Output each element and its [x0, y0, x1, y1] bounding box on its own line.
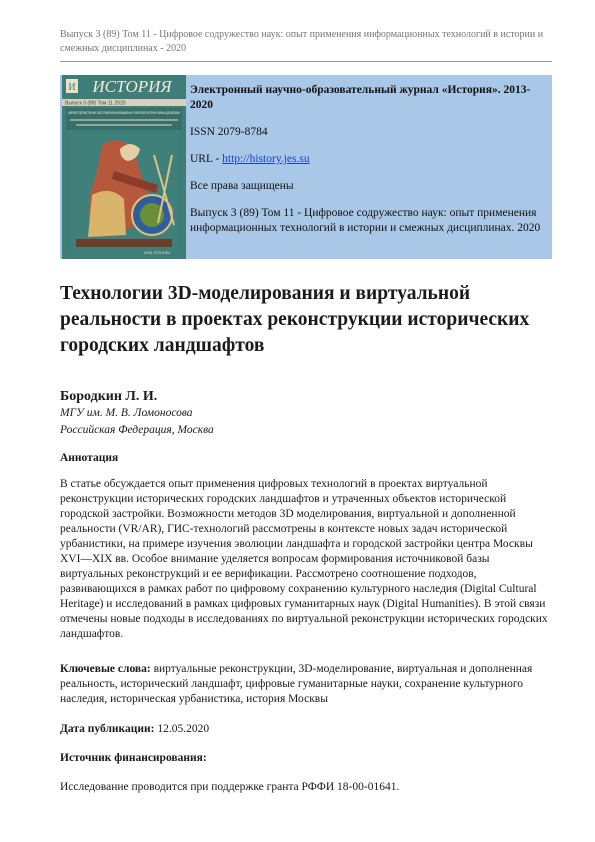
- funding-heading: Источник финансирования:: [60, 752, 207, 764]
- cover-title: ИСТОРИЯ: [92, 77, 172, 96]
- cover-illustration: [62, 75, 186, 259]
- journal-name: Электронный научно-образовательный журнал «История». 2013-2020: [190, 84, 531, 111]
- publication-date-label: Дата публикации:: [60, 723, 155, 735]
- funding-text: Исследование проводится при поддержке гранта РФФИ 18-00-01641.: [60, 781, 400, 793]
- keywords-label: Ключевые слова:: [60, 663, 151, 675]
- journal-rights: Все права защищены: [190, 180, 294, 192]
- svg-text:И: И: [68, 82, 76, 93]
- abstract-text: В статье обсуждается опыт применения цифровых технологий в проектах виртуальной реконструкции исторических городских ландшафтов и утраченных объектов исторической городской застройки. Возможности методов 3D моделирования, виртуальной и дополненной реальности (VR/AR), ГИС-технологий рассмотрены в контексте новых задач исторической урбанистики, на примере изучения эволюции ландшафта и городской застройки центра Москвы XVI—XIX вв. Особое внимание уделяется вопросам формирования источниковой базы виртуальных реконструкций и ее верификации. Рассмотрено соотношение подходов, развивающихся в рамках работ по цифровому сохранению культурного наследия (Digital Cultural Heritage) и исследований в рамках цифровых гуманитарных наук (Digital Humanities). В этой связи отмечены новые подходы в исследованиях по виртуальной реконструкции исторических городских ландшафтов.: [60, 478, 548, 640]
- author-affiliation-place: Российская Федерация, Москва: [60, 424, 214, 436]
- running-head: Выпуск 3 (89) Том 11 - Цифровое содружество наук: опыт применения информационных технологий в истории и смежных дисциплинах - 2020: [60, 29, 544, 54]
- cover-issn: ISSN 2079-8784: [144, 251, 170, 255]
- cover-subtitle: ЦИФРОВОЕ СОДРУЖЕСТВО НАУК: ОПЫТ ПРИМЕНЕНИЯ ИНФОРМАЦИОННЫХ ТЕХНОЛОГИЙ В ИСТОРИИ И СМЕЖНЫХ ДИСЦИПЛИНАХ: [68, 111, 181, 115]
- journal-issn: ISSN 2079-8784: [190, 126, 268, 138]
- journal-url-link[interactable]: http://history.jes.su: [222, 153, 310, 165]
- abstract-heading: Аннотация: [60, 452, 119, 464]
- cover-issue: Выпуск 3 (89) Том 11 2020: [65, 100, 126, 107]
- journal-cover-image: [62, 75, 186, 259]
- publication-date-value: 12.05.2020: [157, 723, 210, 735]
- author-name: Бородкин Л. И.: [60, 389, 158, 404]
- header-divider: [60, 61, 552, 62]
- article-title: Технологии 3D-моделирования и виртуальной реальности в проектах реконструкции исторических городских ландшафтов: [60, 283, 530, 356]
- journal-info-box: [60, 75, 552, 259]
- publication-date-line: [60, 722, 552, 737]
- author-affiliation-org: МГУ им. М. В. Ломоносова: [60, 407, 193, 419]
- keywords-text: виртуальные реконструкции, 3D-моделирование, виртуальная и дополненная реальность, исторический ландшафт, цифровые гуманитарные науки, сохранение культурного наследия, историческая урбанистика, история Москвы: [60, 663, 533, 705]
- journal-details: [190, 83, 545, 248]
- keywords-block: [60, 662, 552, 707]
- journal-url-line: [190, 152, 545, 167]
- journal-issue: Выпуск 3 (89) Том 11 - Цифровое содружество наук: опыт применения информационных технологий в истории и смежных дисциплинах. 2020: [190, 207, 541, 234]
- journal-url-label: URL -: [190, 153, 223, 165]
